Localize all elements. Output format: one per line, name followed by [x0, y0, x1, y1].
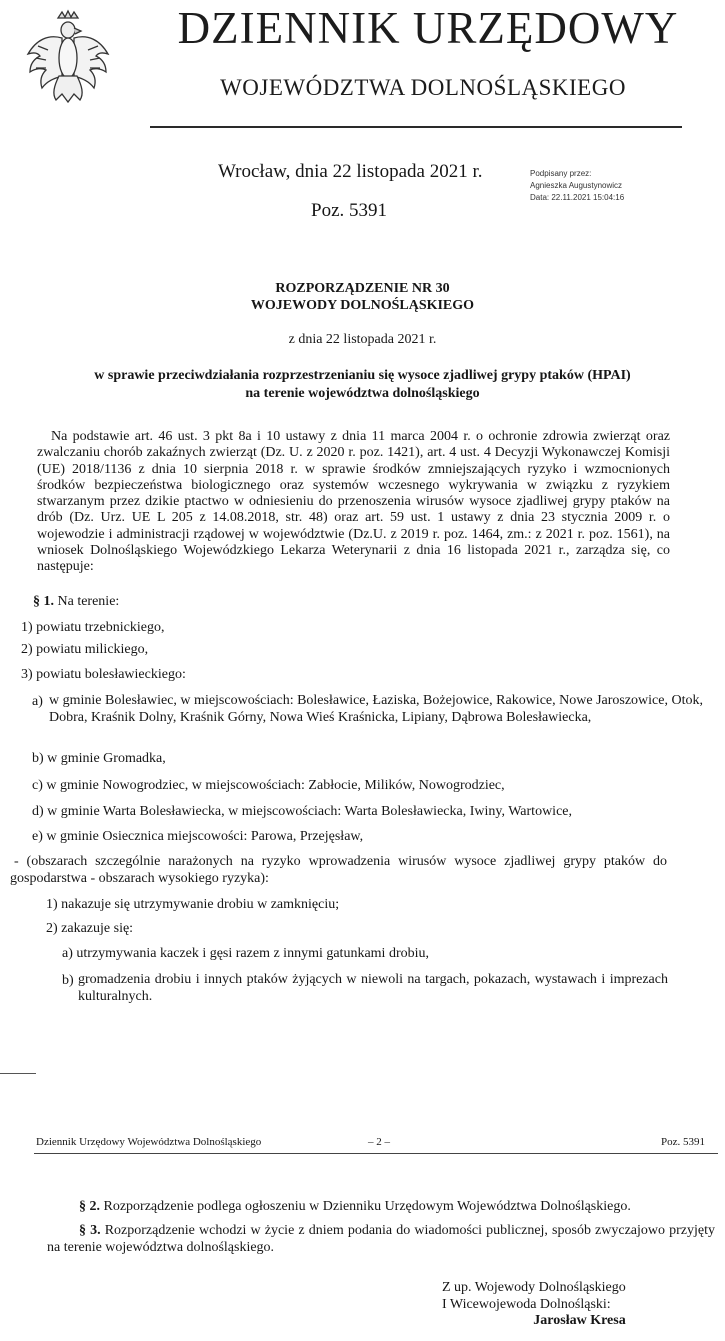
signature-date: Data: 22.11.2021 15:04:16 — [530, 193, 625, 202]
position-number: Poz. 5391 — [311, 200, 387, 221]
prohibition-text: utrzymywania kaczek i gęsi razem z innymi gatunkami drobiu, — [76, 946, 429, 961]
paragraph-2-text: Rozporządzenie podlega ogłoszeniu w Dzienniku Urzędowym Województwa Dolnośląskiego. — [103, 1199, 631, 1214]
gmina-text: w gminie Nowogrodziec, w miejscowościach: Zabłocie, Milików, Nowogrodziec, — [46, 778, 505, 793]
paragraph-3-mark: § 3. — [79, 1223, 101, 1238]
running-header-position: Poz. 5391 — [661, 1136, 705, 1148]
paragraph-1 — [33, 593, 119, 610]
gmina-mark: e) — [32, 829, 43, 844]
white-eagle-emblem-icon — [18, 6, 118, 106]
act-subject-line-1: w sprawie przeciwdziałania rozprzestrzenianiu się wysoce zjadliwej grypy ptaków (HPAI) — [94, 368, 631, 383]
signoff-name: Jarosław Kresa — [533, 1313, 626, 1328]
gmina-item — [32, 803, 572, 820]
act-title: ROZPORZĄDZENIE NR 30 — [275, 281, 450, 296]
running-header-left: Dziennik Urzędowy Województwa Dolnośląskiego — [36, 1136, 262, 1148]
prohibition-mark: b) — [62, 973, 74, 988]
preamble — [37, 429, 670, 576]
page-break-mark — [0, 1073, 36, 1074]
paragraph-2 — [79, 1198, 631, 1215]
gmina-mark: b) — [32, 751, 44, 766]
area-item: 3) powiatu bolesławieckiego: — [21, 667, 186, 682]
paragraph-3-text: Rozporządzenie wchodzi w życie z dniem podania do wiadomości publicznej, sposób zwyczajowo przyjęty na terenie województwa dolnośląskiego. — [47, 1223, 715, 1255]
masthead-divider — [150, 126, 682, 128]
paragraph-3 — [47, 1223, 715, 1256]
act-issuer: WOJEWODY DOLNOŚLĄSKIEGO — [250, 298, 475, 313]
prohibition-item — [62, 945, 429, 962]
paragraph-2-mark: § 2. — [79, 1199, 100, 1214]
gmina-text: w gminie Bolesławiec, w miejscowościach: Bolesławice, Łaziska, Bożejowice, Rakowice, Nowe Jaroszowice, Otok, Dobra, Kraśnik Dolny, Kraśnik Górny, Nowa Wieś Kraśnicka, Lipiany, Dąbrowa Bolesławiecka, — [49, 693, 703, 725]
measure-item: 2) zakazuje się: — [46, 921, 134, 936]
gmina-mark: d) — [32, 804, 44, 819]
running-header-page: – 2 – — [368, 1136, 390, 1148]
measure-item: 1) nakazuje się utrzymywanie drobiu w zamknięciu; — [46, 897, 340, 912]
act-date: z dnia 22 listopada 2021 r. — [288, 332, 437, 347]
journal-subtitle: WOJEWÓDZTWA DOLNOŚLĄSKIEGO — [220, 75, 626, 100]
signature-signer: Agnieszka Augustynowicz — [530, 181, 623, 190]
gmina-item — [32, 750, 166, 767]
gmina-item — [32, 828, 363, 845]
paragraph-1-mark: § 1. — [33, 594, 54, 609]
signoff-line-2: I Wicewojewoda Dolnośląski: — [442, 1296, 611, 1312]
preamble-text: Na podstawie art. 46 ust. 3 pkt 8a i 10 ustawy z dnia 11 marca 2004 r. o ochronie zdrowia zwierząt oraz zwalczaniu chorób zakaźnych zwierząt (Dz. U. z 2020 r. poz. 1421), art. 4 ust. 4 Decyzji Wykonawczej Komisji (UE) 2018/1136 z dnia 10 sierpnia 2018 r. w sprawie środków zmniejszających ryzyko i wzmocnionych środków bezpieczeństwa biologicznego oraz systemów wczesnego wykrywania w związku z ryzykiem stwarzanym przez dzikie ptactwo w odniesieniu do przenoszenia wirusów wysoce zjadliwej grypy ptaków na drób (Dz. Urz. UE L 205 z 14.08.2018, str. 48) oraz art. 59 ust. 1 ustawy z dnia 23 stycznia 2009 r. o wojewodzie i administracji rządowej w województwie (Dz.U. z 2019 r. poz. 1464, zm.: z 2021 r. poz. 1561), na wniosek Dolnośląskiego Wojewódzkiego Lekarza Weterynarii z dnia 16 listopada 2021 r., zarządza się, co następuje: — [37, 429, 670, 575]
running-header-divider — [34, 1153, 718, 1154]
place-date: Wrocław, dnia 22 listopada 2021 r. — [218, 161, 483, 182]
gmina-item — [32, 777, 505, 794]
area-item: 2) powiatu milickiego, — [21, 642, 149, 657]
gmina-text: w gminie Osiecznica miejscowości: Parowa, Przejęsław, — [46, 829, 364, 844]
signoff-block — [442, 1280, 626, 1330]
signoff-line-1: Z up. Wojewody Dolnośląskiego — [442, 1280, 626, 1295]
act-subject-line-2: na terenie województwa dolnośląskiego — [245, 386, 480, 401]
gmina-text: w gminie Warta Bolesławiecka, w miejscowościach: Warta Bolesławiecka, Iwiny, Wartowice, — [47, 804, 572, 819]
gmina-text: w gminie Gromadka, — [47, 751, 166, 766]
journal-title: DZIENNIK URZĘDOWY — [177, 3, 679, 53]
gmina-mark: c) — [32, 778, 43, 793]
signature-label: Podpisany przez: — [530, 169, 592, 178]
prohibition-mark: a) — [62, 946, 73, 961]
high-risk-note: - (obszarach szczególnie narażonych na ryzyko wprowadzenia wirusów wysoce zjadliwej grypy ptaków do gospodarstwa - obszarach wysokiego ryzyka): — [10, 854, 667, 886]
gmina-mark: a) — [32, 694, 43, 709]
prohibition-text: gromadzenia drobiu i innych ptaków żyjących w niewoli na targach, pokazach, wystawach i imprezach kulturalnych. — [78, 972, 668, 1004]
paragraph-1-text: Na terenie: — [57, 594, 120, 609]
electronic-signature — [530, 168, 624, 204]
area-item: 1) powiatu trzebnickiego, — [21, 620, 165, 635]
